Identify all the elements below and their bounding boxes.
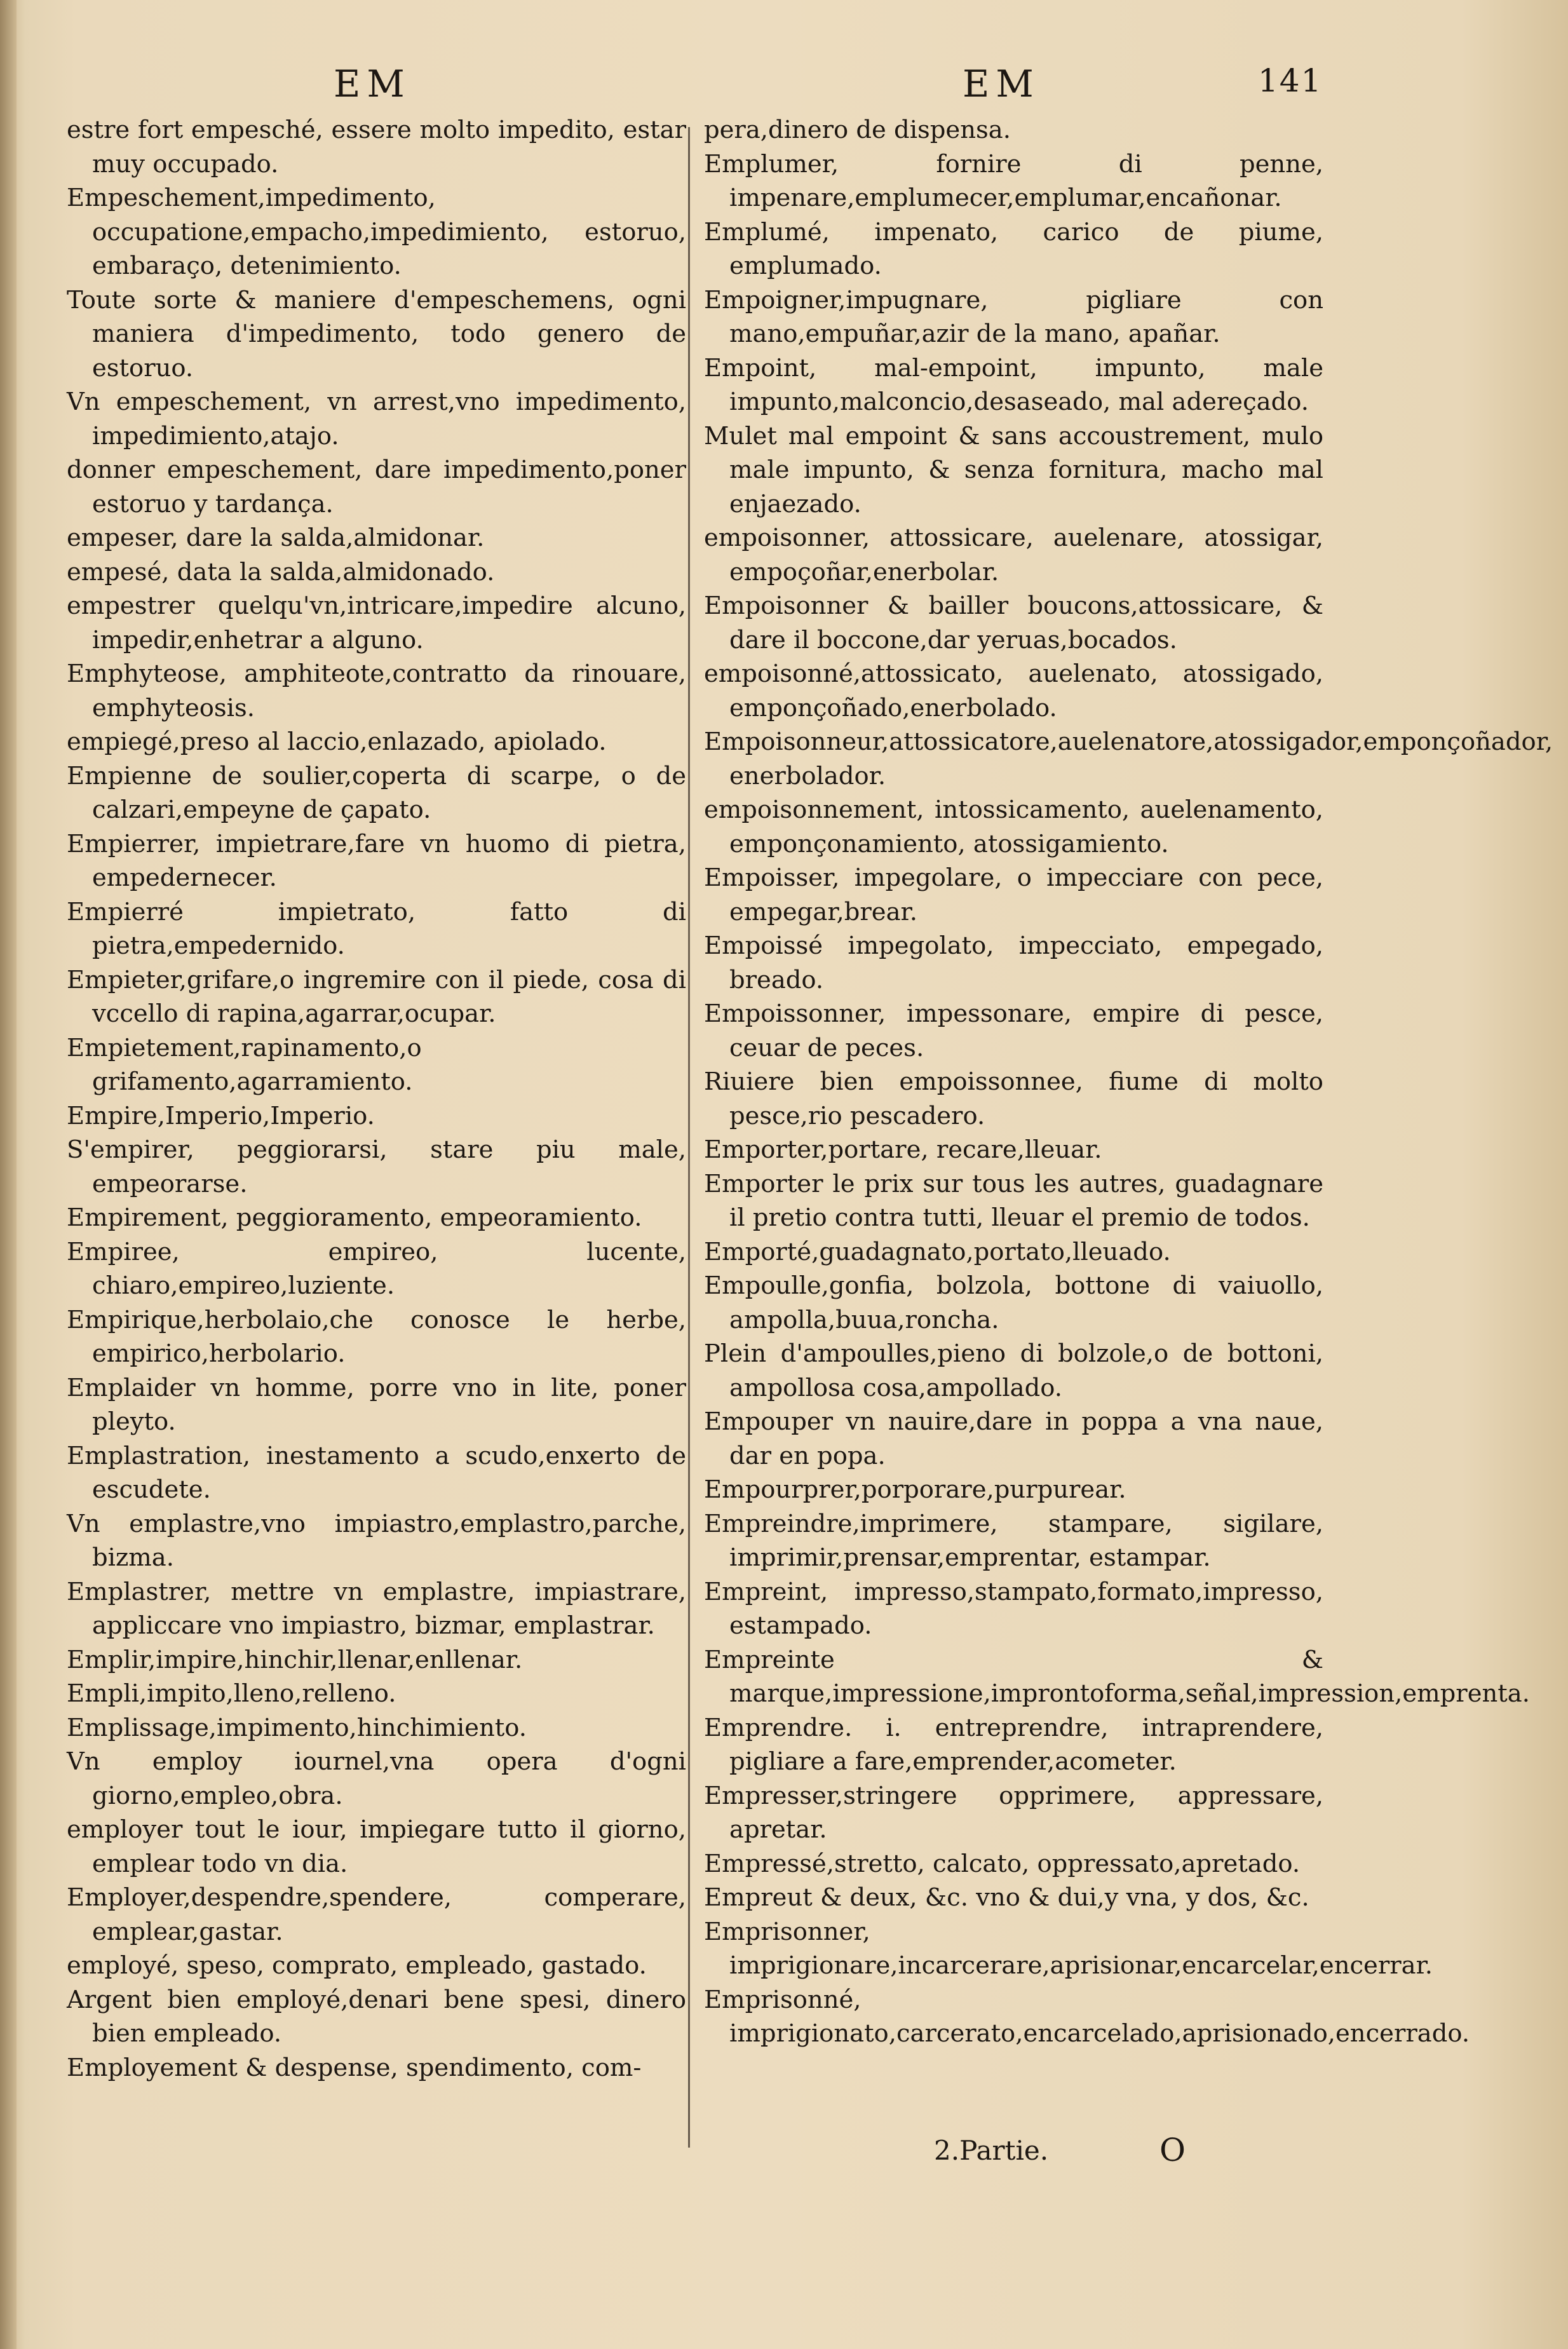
dictionary-entry: Mulet mal empoint & sans accoustrement, mulo male impunto, & senza fornitura, macho mal enjaezado. xyxy=(704,421,1323,518)
dictionary-entry: Empirement, peggioramento, empeoramiento. xyxy=(67,1203,642,1232)
dictionary-entry: Empierrer, impietrare,fare vn huomo di pietra, empedernecer. xyxy=(67,829,686,892)
dictionary-entry: S'empirer, peggiorarsi, stare piu male, empeorarse. xyxy=(67,1135,686,1198)
dictionary-entry: Empoisonneur,attossicatore,auelenatore,atossigador,emponçoñador, enerbolador. xyxy=(704,728,1553,790)
dictionary-entry: Empoigner,impugnare, pigliare con mano,empuñar,azir de la mano, apañar. xyxy=(704,285,1323,348)
dictionary-entry: Toute sorte & maniere d'empeschemens, ogni maniera d'impedimento, todo genero de estoruo. xyxy=(67,285,686,382)
dictionary-entry: Empreut & deux, &c. vno & dui,y vna, y dos, &c. xyxy=(704,1883,1309,1912)
dictionary-entry: empoisonner, attossicare, auelenare, atossigar, empoçoñar,enerbolar. xyxy=(704,524,1323,586)
signature-mark: 2.Partie. xyxy=(934,2135,1049,2166)
dictionary-entry: Emplir,impire,hinchir,llenar,enllenar. xyxy=(67,1645,523,1674)
dictionary-entry: Empirique,herbolaio,che conosce le herbe, empirico,herbolario. xyxy=(67,1305,686,1368)
dictionary-entry: Empreindre,imprimere, stampare, sigilare, imprimir,prensar,emprentar, estampar. xyxy=(704,1509,1323,1572)
dictionary-entry: Emporter le prix sur tous les autres, guadagnare il pretio contra tutti, lleuar el premio de todos. xyxy=(704,1169,1323,1232)
dictionary-entry: Vn employ iournel,vna opera d'ogni giorno,empleo,obra. xyxy=(67,1747,686,1810)
dictionary-entry: empiegé,preso al laccio,enlazado, apiolado. xyxy=(67,728,607,756)
dictionary-entry: Empli,impito,lleno,relleno. xyxy=(67,1679,396,1708)
dictionary-entry: Empierré impietrato, fatto di pietra,empedernido. xyxy=(67,897,686,960)
dictionary-entry: Riuiere bien empoissonnee, fiume di molto pesce,rio pescadero. xyxy=(704,1067,1323,1130)
dictionary-entry: Empreinte & marque,impressione,improntoforma,señal,impression,emprenta. xyxy=(704,1645,1530,1708)
dictionary-entry: donner empeschement, dare impedimento,poner estoruo y tardança. xyxy=(67,456,686,518)
dictionary-entry: empoisonnement, intossicamento, auelenamento, emponçonamiento, atossigamiento. xyxy=(704,795,1323,858)
dictionary-entry: Emplumer, fornire di penne, impenare,emplumecer,emplumar,encañonar. xyxy=(704,149,1323,212)
dictionary-entry: Empresser,stringere opprimere, appressare, apretar. xyxy=(704,1781,1323,1844)
dictionary-entry: Emporté,guadagnato,portato,lleuado. xyxy=(704,1237,1171,1266)
dictionary-entry: Plein d'ampoulles,pieno di bolzole,o de bottoni, ampollosa cosa,ampollado. xyxy=(704,1339,1323,1402)
dictionary-entry: Emplastrer, mettre vn emplastre, impiastrare, appliccare vno impiastro, bizmar, emplastrar. xyxy=(67,1577,686,1640)
column-divider xyxy=(688,127,690,2148)
catchword: O xyxy=(1159,2132,1186,2169)
dictionary-entry: Emplissage,impimento,hinchimiento. xyxy=(67,1713,527,1742)
dictionary-entry: Empoisser, impegolare, o impecciare con pece, empegar,brear. xyxy=(704,863,1323,926)
page-number: 141 xyxy=(1258,62,1323,99)
left-column xyxy=(67,113,686,2085)
dictionary-entry: Empouper vn nauire,dare in poppa a vna naue, dar en popa. xyxy=(704,1407,1323,1470)
dictionary-entry: Emplaider vn homme, porre vno in lite, poner pleyto. xyxy=(67,1373,686,1436)
dictionary-entry: Empreint, impresso,stampato,formato,impresso, estampado. xyxy=(704,1577,1323,1640)
dictionary-entry: Empire,Imperio,Imperio. xyxy=(67,1101,375,1130)
dictionary-entry: Empoisonner & bailler boucons,attossicare, & dare il boccone,dar yeruas,bocados. xyxy=(704,592,1323,654)
dictionary-entry: employé, speso, comprato, empleado, gastado. xyxy=(67,1951,647,1980)
page-binding-edge xyxy=(0,0,17,2349)
dictionary-entry: Empourprer,porporare,purpurear. xyxy=(704,1475,1126,1504)
dictionary-entry: Empienne de soulier,coperta di scarpe, o de calzari,empeyne de çapato. xyxy=(67,761,686,824)
running-head-left: EM xyxy=(334,62,411,105)
running-head-right: EM xyxy=(963,62,1040,105)
dictionary-entry: Employement & despense, spendimento, com- xyxy=(67,2053,642,2082)
dictionary-entry: Empiree, empireo, lucente, chiaro,empireo,luziente. xyxy=(67,1237,686,1300)
dictionary-entry: Argent bien employé,denari bene spesi, dinero bien empleado. xyxy=(67,1985,686,2048)
dictionary-entry: Empoissonner, impessonare, empire di pesce, ceuar de peces. xyxy=(704,999,1323,1062)
dictionary-entry: empestrer quelqu'vn,intricare,impedire alcuno, impedir,enhetrar a alguno. xyxy=(67,592,686,654)
dictionary-entry: Vn empeschement, vn arrest,vno impedimento, impedimiento,atajo. xyxy=(67,388,686,450)
dictionary-entry: Employer,despendre,spendere, comperare, emplear,gastar. xyxy=(67,1883,686,1946)
dictionary-entry: Empietement,rapinamento,o grifamento,agarramiento. xyxy=(67,1033,422,1096)
dictionary-entry: estre fort empesché, essere molto impedito, estar muy occupado. xyxy=(67,116,686,179)
dictionary-entry: Emprendre. i. entreprendre, intraprendere, pigliare a fare,emprender,acometer. xyxy=(704,1713,1323,1776)
dictionary-entry: Empressé,stretto, calcato, oppressato,apretado. xyxy=(704,1849,1301,1878)
dictionary-entry: empeser, dare la salda,almidonar. xyxy=(67,524,485,552)
right-column xyxy=(704,113,1553,2051)
dictionary-entry: empoisonné,attossicato, auelenato, atossigado, emponçoñado,enerbolado. xyxy=(704,660,1323,722)
dictionary-entry: Emphyteose, amphiteote,contratto da rinouare, emphyteosis. xyxy=(67,660,686,722)
dictionary-entry: Vn emplastre,vno impiastro,emplastro,parche, bizma. xyxy=(67,1509,686,1572)
dictionary-entry: Emprisonner, imprigionare,incarcerare,aprisionar,encarcelar,encerrar. xyxy=(704,1917,1433,1980)
dictionary-entry: Empoissé impegolato, impecciato, empegado, breado. xyxy=(704,931,1323,994)
dictionary-entry: empesé, data la salda,almidonado. xyxy=(67,557,495,586)
dictionary-entry: Empeschement,impedimento, occupatione,empacho,impedimiento, estoruo, embaraço, detenimiento. xyxy=(67,184,686,280)
dictionary-entry: Emprisonné, imprigionato,carcerato,encarcelado,aprisionado,encerrado. xyxy=(704,1985,1470,2048)
dictionary-entry: pera,dinero de dispensa. xyxy=(704,116,1011,144)
dictionary-entry: Empoulle,gonfia, bolzola, bottone di vaiuollo, ampolla,buua,roncha. xyxy=(704,1271,1323,1334)
dictionary-entry: Empoint, mal-empoint, impunto, male impunto,malconcio,desaseado, mal adereçado. xyxy=(704,353,1323,416)
dictionary-entry: employer tout le iour, impiegare tutto il giorno, emplear todo vn dia. xyxy=(67,1815,686,1878)
dictionary-entry: Empieter,grifare,o ingremire con il piede, cosa di vccello di rapina,agarrar,ocupar. xyxy=(67,965,686,1028)
dictionary-entry: Emplumé, impenato, carico de piume, emplumado. xyxy=(704,217,1323,280)
dictionary-entry: Emplastration, inestamento a scudo,enxerto de escudete. xyxy=(67,1441,686,1504)
dictionary-entry: Emporter,portare, recare,lleuar. xyxy=(704,1135,1102,1164)
